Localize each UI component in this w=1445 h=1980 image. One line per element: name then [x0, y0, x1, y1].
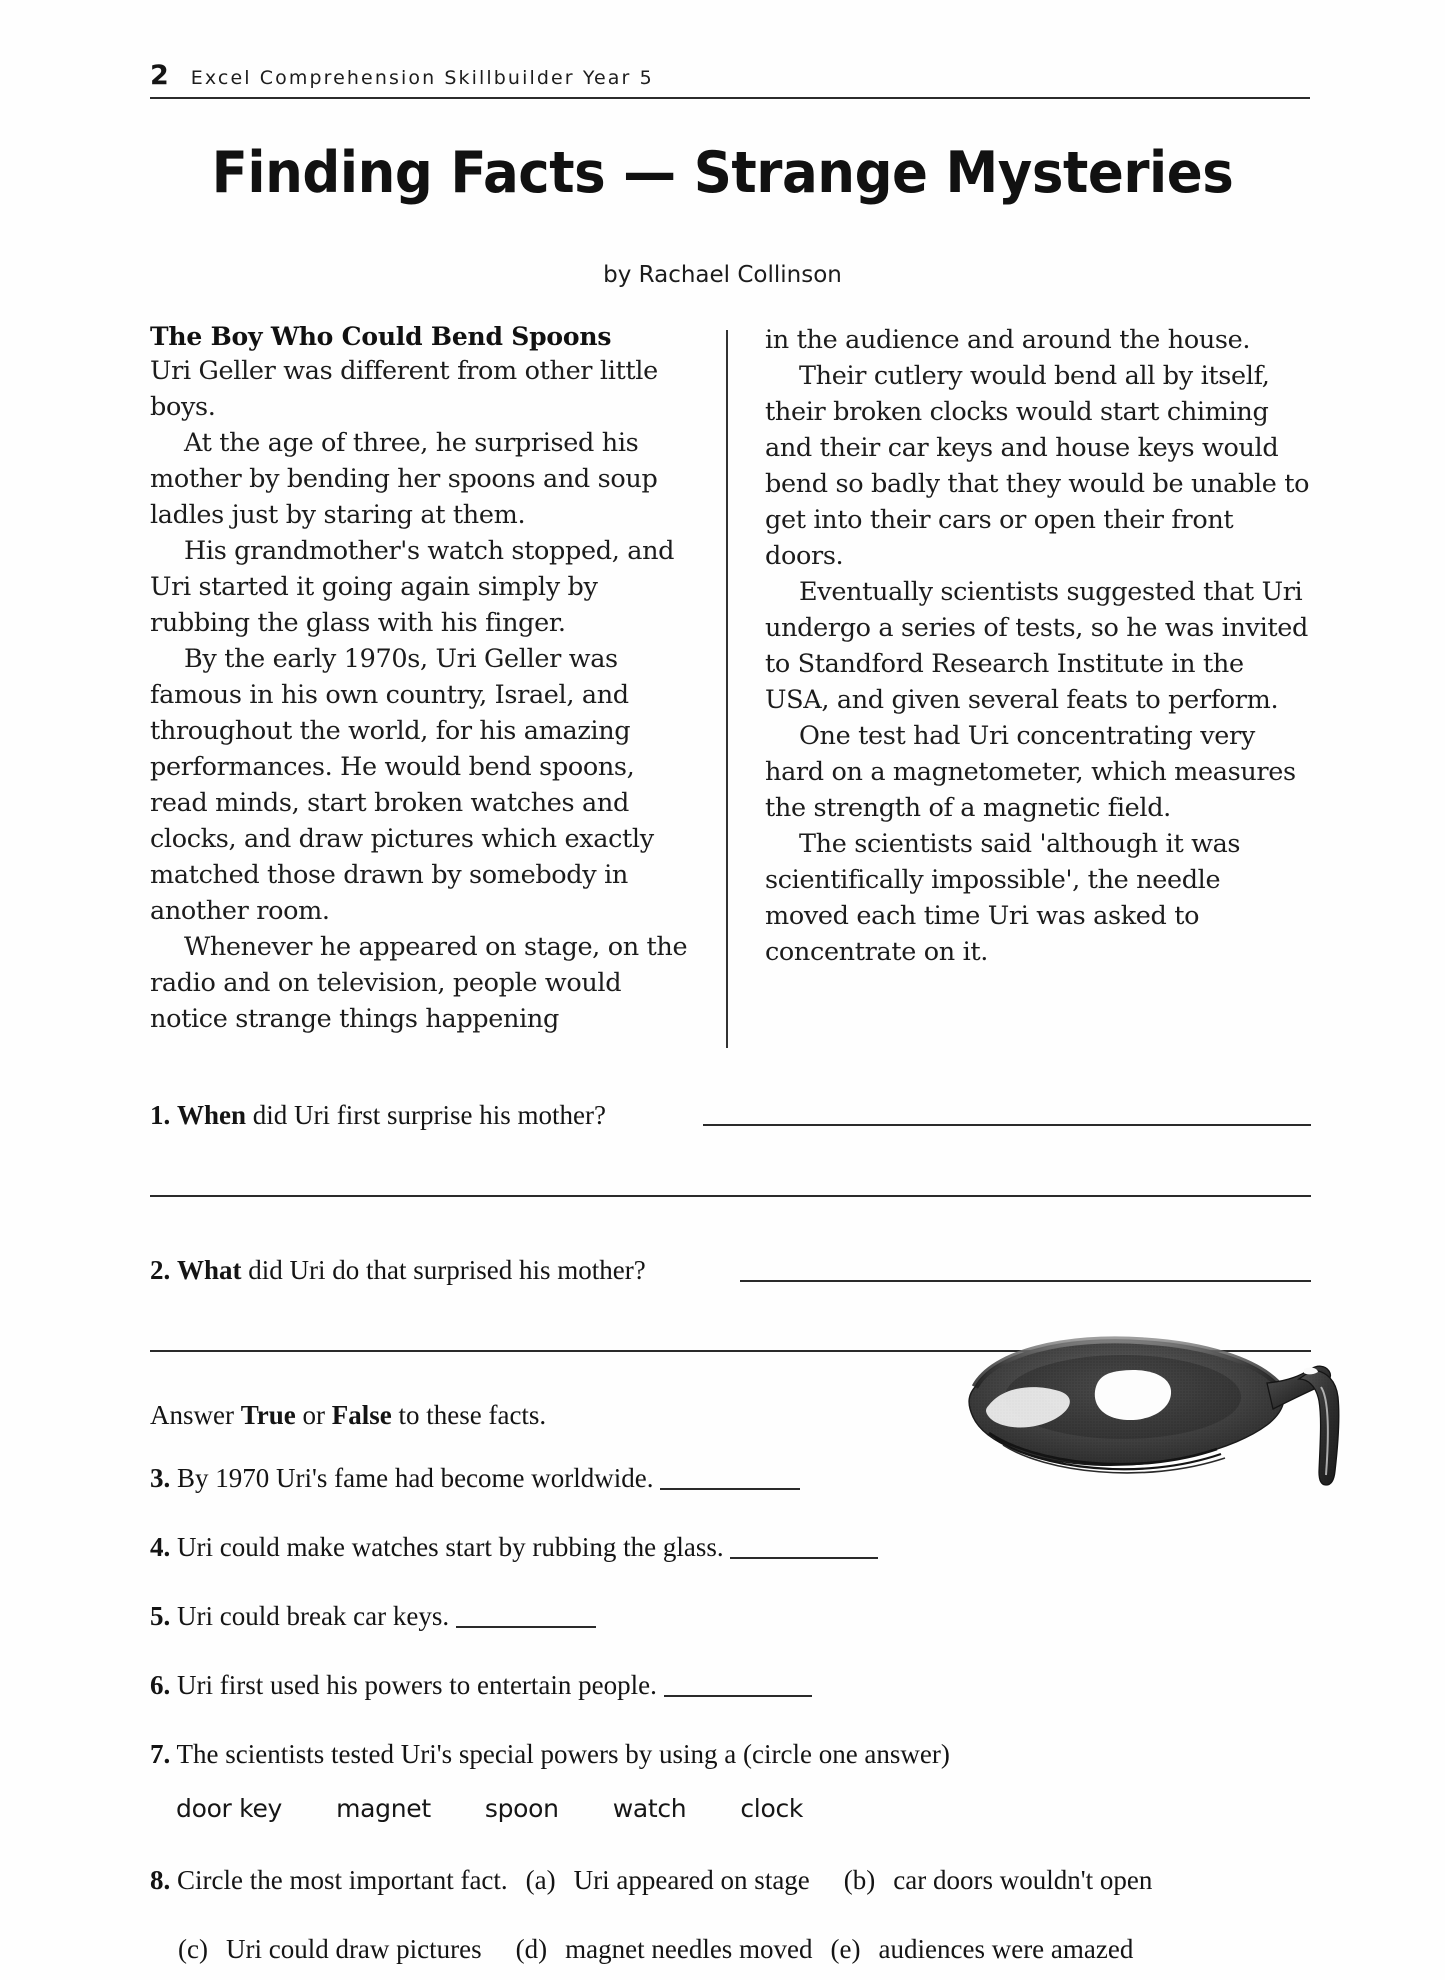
bent-spoon-illustration [955, 1325, 1345, 1520]
paragraph: His grandmother's watch stopped, and Uri started it going again simply by rubbing the glass with his finger. [150, 536, 675, 638]
question-keyword: When [177, 1100, 247, 1130]
byline: by Rachael Collinson [603, 262, 842, 288]
question-number: 5. [150, 1601, 171, 1631]
option-spoon[interactable]: spoon [484, 1794, 559, 1823]
option-a-text[interactable]: Uri appeared on stage [573, 1865, 810, 1895]
question-keyword: What [177, 1255, 242, 1285]
section-heading: The Boy Who Could Bend Spoons [150, 322, 612, 351]
word-false: False [331, 1400, 392, 1430]
page-title: Finding Facts — Strange Mysteries [211, 140, 1234, 206]
question-text: Uri could make watches start by rubbing the glass. [177, 1532, 724, 1562]
paragraph: in the audience and around the house. [765, 325, 1251, 355]
question-8 [150, 1865, 1152, 1897]
instruction-mid: or [295, 1400, 332, 1430]
question-text: did Uri first surprise his mother? [252, 1100, 606, 1130]
question-number: 4. [150, 1532, 171, 1562]
question-text: By 1970 Uri's fame had become worldwide. [177, 1463, 654, 1493]
option-a-label: (a) [525, 1865, 556, 1895]
answer-blank-6[interactable] [664, 1694, 812, 1697]
instruction-post: to these facts. [391, 1400, 547, 1430]
question-number: 6. [150, 1670, 171, 1700]
spoon-icon [955, 1325, 1345, 1520]
question-text: Uri could break car keys. [177, 1601, 450, 1631]
paragraph: One test had Uri concentrating very hard on a magnetometer, which measures the strength of a magnetic field. [765, 721, 1296, 823]
question-number: 8. [150, 1865, 171, 1895]
answer-blank-3[interactable] [660, 1487, 800, 1490]
question-text: The scientists tested Uri's special powers by using a (circle one answer) [176, 1739, 950, 1769]
answer-blank-4[interactable] [730, 1556, 878, 1559]
paragraph: The scientists said 'although it was scientifically impossible', the needle moved each time Uri was asked to concentrate on it. [765, 829, 1241, 967]
option-e-text[interactable]: audiences were amazed [878, 1934, 1134, 1964]
question-number: 3. [150, 1463, 171, 1493]
question-text: did Uri do that surprised his mother? [248, 1255, 646, 1285]
option-door-key[interactable]: door key [176, 1794, 283, 1823]
question-3 [150, 1463, 800, 1495]
option-clock[interactable]: clock [740, 1794, 804, 1823]
option-d-text[interactable]: magnet needles moved [565, 1934, 813, 1964]
article-column-right [765, 322, 1310, 970]
question-5 [150, 1601, 596, 1633]
instruction-pre: Answer [150, 1400, 241, 1430]
option-c-text[interactable]: Uri could draw pictures [225, 1934, 482, 1964]
paragraph: Uri Geller was different from other little boys. [150, 356, 658, 422]
question-2 [150, 1255, 646, 1287]
paragraph: Whenever he appeared on stage, on the radio and on television, people would notice strange things happening [150, 932, 688, 1034]
book-title: Excel Comprehension Skillbuilder Year 5 [190, 67, 654, 89]
answer-line-2a[interactable] [740, 1280, 1311, 1282]
paragraph: Their cutlery would bend all by itself, their broken clocks would start chiming and their car keys and house keys would bend so badly that they would be unable to get into their cars or open their front doors. [765, 361, 1310, 571]
page-number: 2 [150, 60, 169, 91]
option-watch[interactable]: watch [612, 1794, 687, 1823]
option-e-label: (e) [830, 1934, 861, 1964]
option-c-label: (c) [178, 1934, 208, 1964]
option-b-text[interactable]: car doors wouldn't open [893, 1865, 1153, 1895]
question-text: Circle the most important fact. [177, 1865, 508, 1895]
word-true: True [240, 1400, 296, 1430]
question-8-line-2 [178, 1934, 1133, 1966]
article-column-left [150, 322, 695, 1037]
question-1 [150, 1100, 606, 1132]
option-b-label: (b) [843, 1865, 876, 1895]
true-false-instruction [150, 1400, 546, 1432]
question-4 [150, 1532, 878, 1564]
option-magnet[interactable]: magnet [336, 1794, 431, 1823]
question-number: 1. [150, 1100, 171, 1130]
paragraph: Eventually scientists suggested that Uri undergo a series of tests, so he was invited to Standford Research Institute in the USA, and given several feats to perform. [765, 577, 1308, 715]
question-7 [150, 1739, 950, 1771]
question-text: Uri first used his powers to entertain people. [177, 1670, 657, 1700]
question-number: 7. [150, 1739, 171, 1769]
answer-blank-5[interactable] [456, 1625, 596, 1628]
article-body [150, 322, 1310, 1062]
question-6 [150, 1670, 812, 1702]
question-7-options [176, 1794, 857, 1823]
answer-line-1a[interactable] [703, 1124, 1311, 1126]
question-number: 2. [150, 1255, 171, 1285]
paragraph: At the age of three, he surprised his mother by bending her spoons and soup ladles just by staring at them. [150, 428, 658, 530]
answer-line-1b[interactable] [150, 1195, 1311, 1197]
running-header [150, 60, 1310, 99]
option-d-label: (d) [515, 1934, 548, 1964]
column-divider [726, 330, 728, 1048]
paragraph: By the early 1970s, Uri Geller was famous in his own country, Israel, and throughout the world, for his amazing performances. He would bend spoons, read minds, start broken watches and clocks, and draw pictures which exactly matched those drawn by somebody in another room. [150, 644, 654, 926]
